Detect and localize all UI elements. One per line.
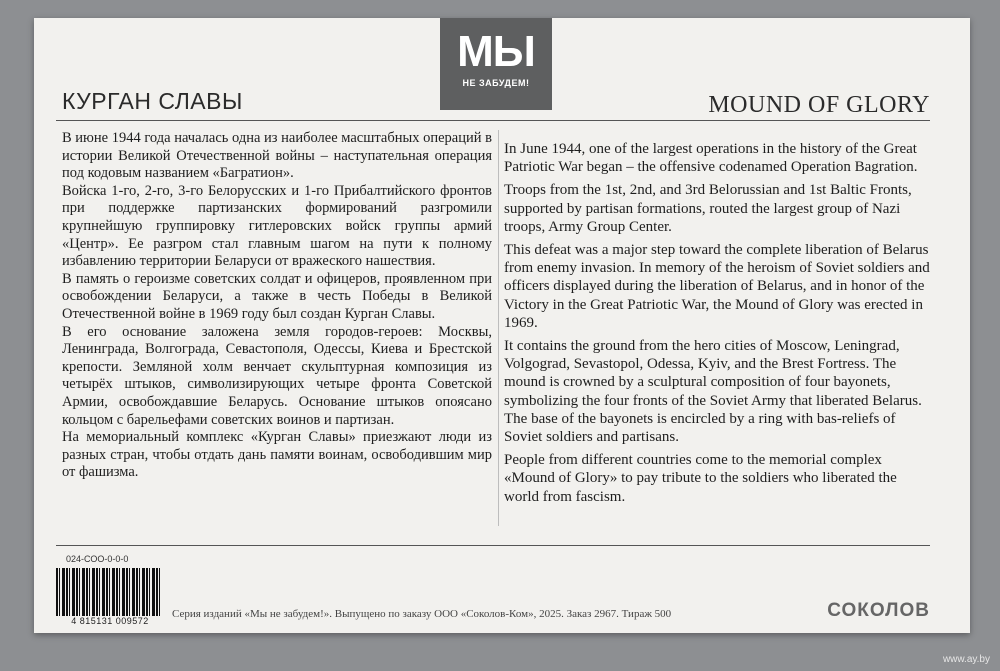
column-divider (498, 130, 499, 526)
paragraph-ru: На мемориальный комплекс «Курган Славы» приезжают люди из разных стран, чтобы отдать дань памяти воинам, освободившим мир от фашизма. (62, 429, 492, 481)
logo-main-text: МЫ (457, 27, 535, 76)
paragraph-en: It contains the ground from the hero cities of Moscow, Leningrad, Volgograd, Sevastopol, Odessa, Kyiv, and the Brest Fortress. The mound is crowned by a sculptural composition of four bayonets, symbolizing the four fronts of the Soviet Army that liberated Belarus. The base of the bayonets is encircled by a ring with bas-reliefs of Soviet soldiers and partisans. (504, 338, 922, 446)
title-english: MOUND OF GLORY (708, 92, 930, 118)
paragraph-en: In June 1944, one of the largest operations in the history of the Great Patriotic War began – the offensive codenamed Operation Bagration. (504, 141, 918, 176)
brand-logo: СОКОЛОВ (827, 600, 930, 621)
product-code: 024-СОО-0-0-0 (66, 554, 129, 564)
paragraph-en: This defeat was a major step toward the complete liberation of Belarus from enemy invasion. In memory of the heroism of Soviet soldiers and officers displayed during the liberation of Belarus, and in honor of the Victory in the Great Patriotic War, the Mound of Glory was erected in 1969. (504, 242, 930, 331)
english-text-column (504, 140, 934, 511)
top-rule (56, 120, 930, 121)
barcode (56, 568, 160, 616)
logo-sub-text: НЕ ЗАБУДЕМ! (462, 78, 530, 88)
russian-text-column (62, 130, 492, 482)
site-watermark: www.ay.by (942, 654, 990, 665)
paragraph-ru: Войска 1-го, 2-го, 3-го Белорусских и 1-го Прибалтийского фронтов при поддержке партизанских формирований разгромили крупнейшую группировку гитлеровских войск группы армий «Центр». Ее разгром стал главным шагом на пути к полному избавлению территории Беларуси от вражеского нашествия. (62, 182, 492, 270)
publication-info: Серия изданий «Мы не забудем!». Выпущено по заказу ООО «Соколов-Ком», 2025. Заказ 2967. Тираж 500 (172, 608, 672, 620)
bottom-rule (56, 545, 930, 546)
postcard (34, 18, 970, 633)
title-russian: КУРГАН СЛАВЫ (62, 88, 243, 114)
paragraph-ru: В июне 1944 года началась одна из наиболее масштабных операций в истории Великой Отечественной войны – наступательная операция под кодовым названием «Багратион». (62, 130, 492, 182)
logo (440, 18, 552, 110)
paragraph-en: People from different countries come to the memorial complex «Mound of Glory» to pay tribute to the soldiers who liberated the world from fascism. (504, 452, 897, 505)
paragraph-en: Troops from the 1st, 2nd, and 3rd Belorussian and 1st Baltic Fronts, supported by partisan formations, routed the largest group of Nazi troops, Army Group Center. (504, 182, 912, 235)
barcode-number: 4 815131 009572 (71, 616, 149, 626)
paragraph-ru: В память о героизме советских солдат и офицеров, проявленном при освобождении Беларуси, а также в честь Победы в Великой Отечественной войне в 1969 году был создан Курган Славы. (62, 270, 492, 322)
paragraph-ru: В его основание заложена земля городов-героев: Москвы, Ленинграда, Волгограда, Севастополя, Одессы, Киева и Брестской крепости. Земляной холм венчает скульптурная композиция из четырёх штыков, символизирующих четыре фронта Советской Армии, освобождавшие Беларусь. Основание штыков опоясано кольцом с барельефами советских воинов и партизан. (62, 323, 492, 428)
